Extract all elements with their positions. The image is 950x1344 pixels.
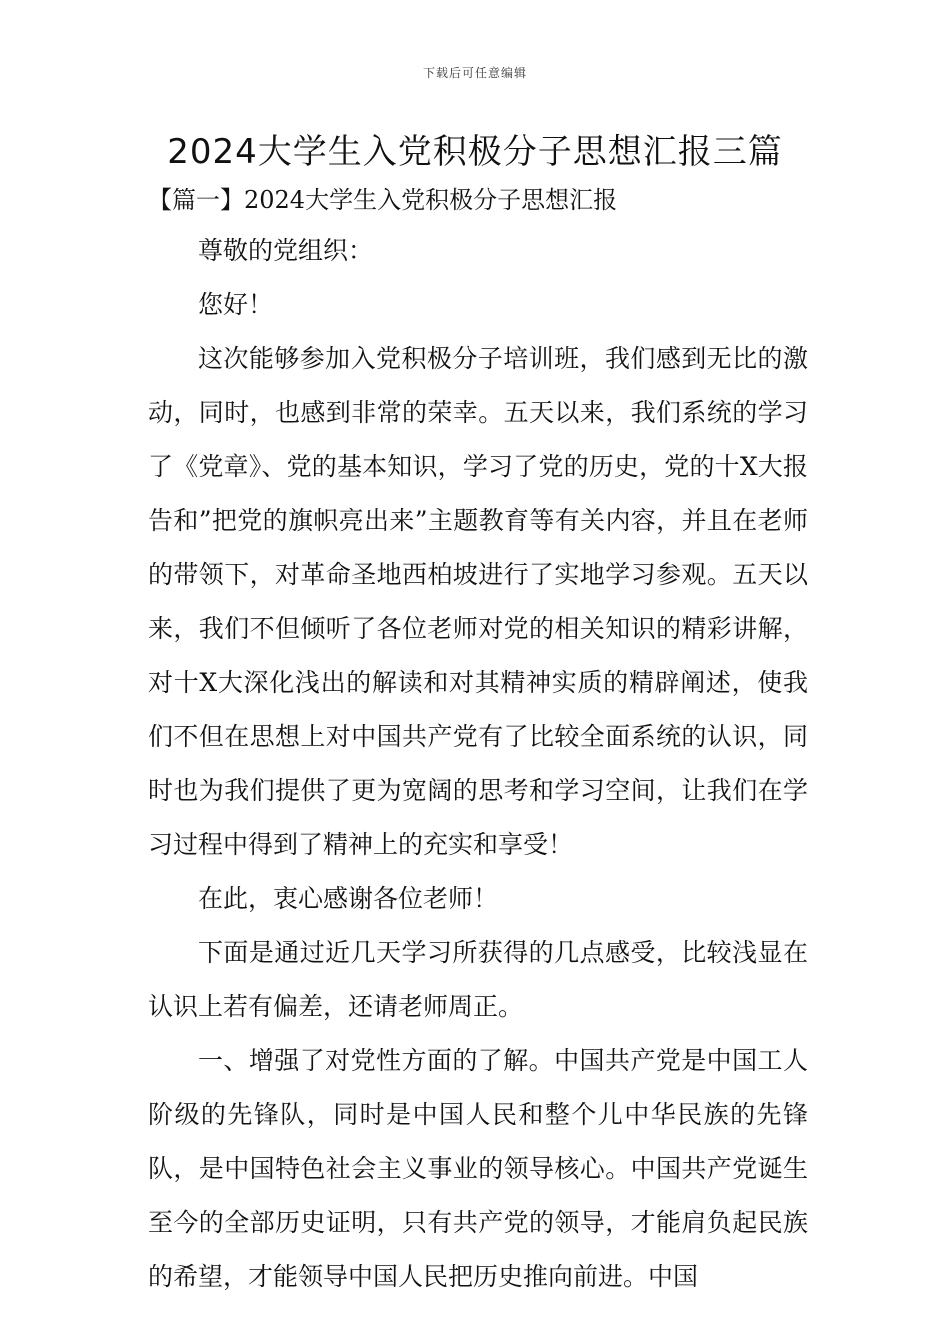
salutation: 尊敬的党组织： bbox=[198, 236, 374, 265]
body-paragraph: 在此，衷心感谢各位老师！ bbox=[198, 884, 499, 913]
section-heading: 【篇一】2024大学生入党积极分子思想汇报 bbox=[148, 186, 618, 214]
document-title: 2024大学生入党积极分子思想汇报三篇 bbox=[167, 132, 783, 172]
header-note: 下载后可任意编辑 bbox=[422, 66, 527, 80]
body-paragraph: 下面是通过近几天学习所获得的几点感受，比较浅显在认识上若有偏差，还请老师周正。 bbox=[148, 938, 808, 1021]
body-paragraph: 一、增强了对党性方面的了解。中国共产党是中国工人阶级的先锋队，同时是中国人民和整个儿中华民族的先锋队，是中国特色社会主义事业的领导核心。中国共产党诞生至今的全部历史证明，只有共产党的领导，才能肩负起民族的希望，才能领导中国人民把历史推向前进。中国 bbox=[148, 1046, 808, 1291]
greeting: 您好！ bbox=[198, 290, 274, 319]
body-paragraph: 这次能够参加入党积极分子培训班，我们感到无比的激动，同时，也感到非常的荣幸。五天以来，我们系统的学习了《党章》、党的基本知识，学习了党的历史，党的十X大报告和”把党的旗帜亮出来”主题教育等有关内容，并且在老师的带领下，对革命圣地西柏坡进行了实地学习参观。五天以来，我们不但倾听了各位老师对党的相关知识的精彩讲解，对十X大深化浅出的解读和对其精神实质的精辟阐述，使我们不但在思想上对中国共产党有了比较全面系统的认识，同时也为我们提供了更为宽阔的思考和学习空间，让我们在学习过程中得到了精神上的充实和享受！ bbox=[148, 344, 808, 859]
document-body bbox=[148, 224, 808, 1304]
